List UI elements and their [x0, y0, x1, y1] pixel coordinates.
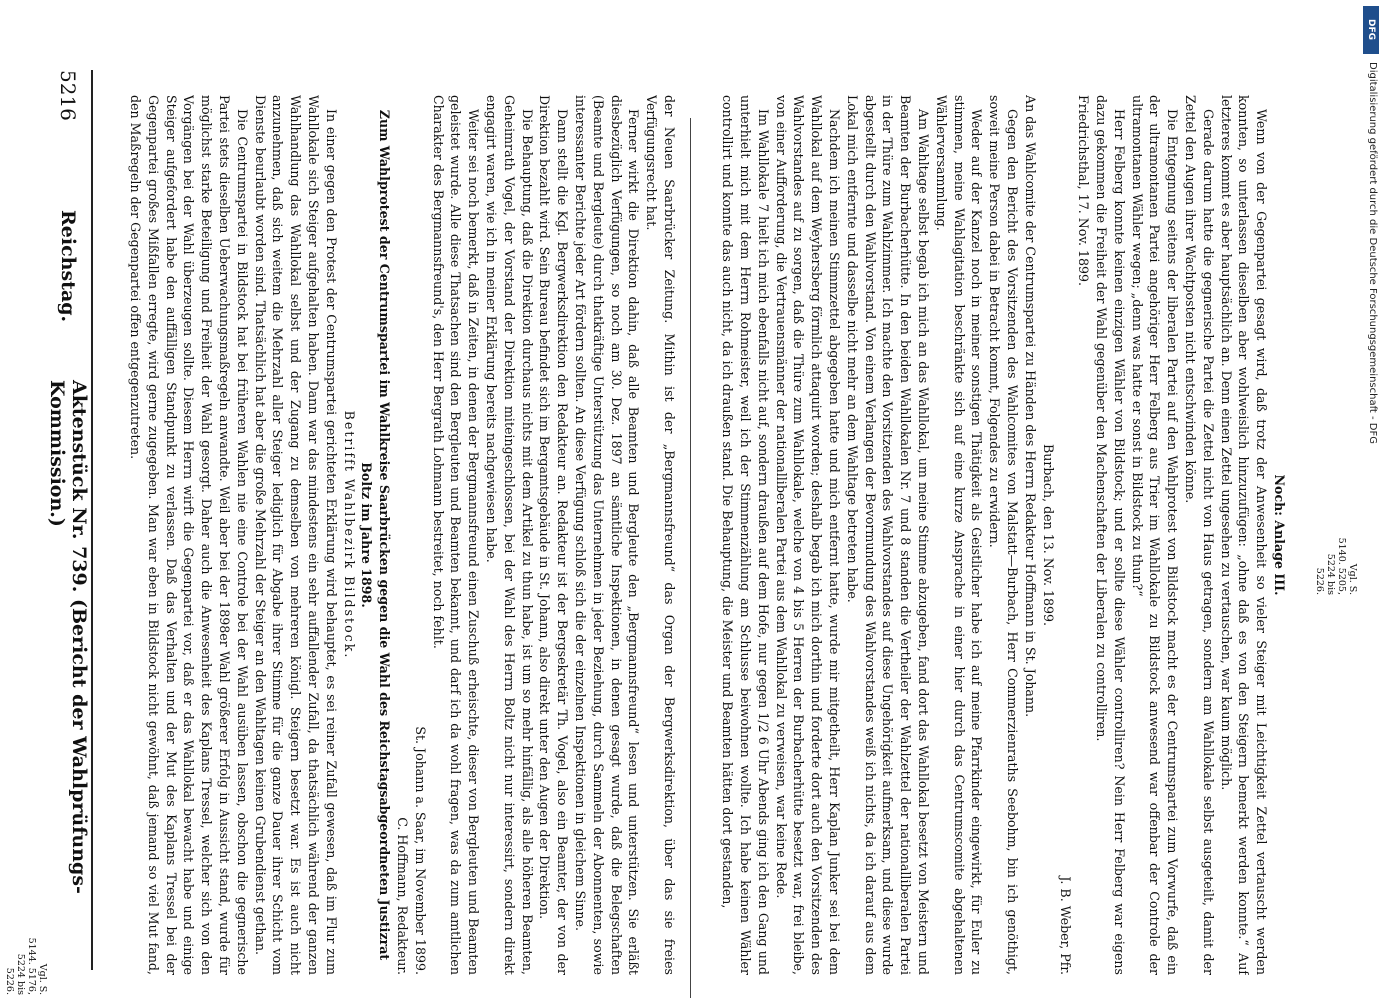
left-column	[108, 95, 678, 975]
left-column-body	[126, 95, 678, 975]
column-divider	[690, 118, 691, 998]
paragraph: der Neuen Saarbrücker Zeitung. Mithin ist der „Bergmannsfreund“ das Organ der Bergwerksdirektion, über das sie freies Verfügungsrecht hat.	[644, 95, 677, 975]
paragraph: Am Wahltage selbst begab ich mich an das Wahllokal, um meine Stimme abzugeben, fand dort das Wahllokal besetzt von Meistern und Beamten der Burbacherhütte. In den beiden Wahllokalen Nr. 7 und 8 standen die Vertheiler der Wahlzettel der nationalliberalen Partei in der Thüre zum Wahlzimmer. Ich machte den Vorsitzenden des Wahlvorstandes auf diese Ungehörigkeit aufmerksam, und diese wurde abgestellt durch den Wahlvorstand. Von einem Verlangen der Bevormundung des Wahlvorstandes weiß ich nichts, da ich darauf aus dem Lokal mich entfernte und dasselbe nicht mehr an dem Wahltage betreten habe.	[844, 95, 932, 975]
annex-title: Noch: Anlage III.	[1272, 474, 1287, 596]
addressee: An das Wahlcomite der Centrumspartei zu Händen des Herrn Redakteur Hoffmann in St. Johann.	[1022, 95, 1038, 718]
paragraph: Dann stellt die Kgl. Bergwerksdirektion den Redakteur an. Redakteur ist der Bergsekretär Th. Vogel, also ein Beamter, der von der Direktion bezahlt wird. Sein Bureau befindet sich im Bergamtsgebäude in St. Johann, also direkt unter den Augen der Direktion.	[537, 95, 571, 975]
paragraph: Gegen den Bericht des Vorsitzenden des Wahlcomites von Malstatt—Burbach, Herr Commerzienraths Seebohm, bin ich genöthigt, soweit meine Person dabei in Betracht kommt, Folgendes zu erwidern.	[987, 95, 1021, 975]
dfg-logo-icon: DFG	[1363, 6, 1379, 54]
margin-note-right: Vgl. S. 5140. 5205, 5224 bis 5226.	[1314, 537, 1358, 595]
place-date: Friedrichsthal, 17. Nov. 1899.	[1076, 95, 1092, 287]
paragraph: Herr Felberg konnte keinen einzigen Wähler von Bildstock; und er sollte diese Wähler controlliren? Nein Herr Felberg war eigens dazu gekommen die Freiheit der Wahl gegenüber den Machenschaften der Liberalen zu controlliren.	[1094, 95, 1127, 975]
paragraph: Gerade darum hatte die gegnerische Partei die Zettel nicht von Haus getragen, sondern am Wahllokale selbst ausgeteilt, damit der Zettel den Augen ihrer Wachtposten nicht entschwinden könne.	[1183, 95, 1216, 975]
paragraph: Die Centrumspartei in Bildstock hat bei früheren Wahlen nie eine Controle bei der Wahl ausüben lassen, obschon die gegnerische Partei stets dieselben Ueberwachungsmaßregeln anwandte. Weil aber bei der 1898er Wahl größerer Erfolg in Aussicht stand, wurde für möglichst starke Beteiligung und Freiheit der Wahl gesorgt. Daher auch die Anwesenheit des Kaplans Tressel, welcher sich von den Vorgängen bei der Wahl überzeugen sollte. Diesem Herrn wirft die Gegenpartei vor, daß er das Wahllokal bewacht habe und einige Steiger aufgefordert habe den auffälligen Standpunkt zu verlassen. Daß das Verhalten und der Mut des Kaplans Tressel bei der Gegenpartei großes Mißfallen erregte, wird gerne zugegeben. Man war eben in Bildstock nicht gewöhnt, daß jemand so viel Mut fand, den Maßregeln der Gegenpartei offen entgegenzutreten.	[128, 95, 250, 975]
margin-note-left: Vgl. S. 5144. 5176, 5224 bis 5226.	[4, 937, 48, 995]
page-number: 5216	[56, 70, 80, 121]
subsection-title: Betrifft Wahlbezirk Bildstock.	[341, 410, 357, 660]
section-title: Zum Wahlprotest der Centrumspartei im Wahlkreise Saarbrücken gegen die Wahl des Reichstagsabgeordneten Justizrat Boltz im Jahre 1898.	[359, 109, 393, 961]
paragraph: Im Wahllokale 7 hielt ich mich ebenfalls nicht auf, sondern draußen auf dem Hofe, nur gegen 1/2 6 Uhr Abends ging ich den Gang und unterhielt mich mit dem Herrn Rohmeister, weil ich der Stimmenzählung am Schlusse beiwohnen wollte. Ich habe keinen Wähler controllirt und konnte das auch nicht, da ich draußen stand. Die Behauptung, die Meister und Beamten hätten dort gestanden,	[720, 95, 771, 975]
right-column	[698, 95, 1288, 975]
paragraph: Die Entgegnung seitens der liberalen Partei auf den Wahlprotest von Bildstock macht es der Centrumspartei zum Vorwurfe, daß ein der ultramontanen Partei angehöriger Herr Felberg aus Trier im Wahllokale zu Bildstock anwesend war offenbar der Controle der ultramontanen Wähler wegen; „denn was hatte er sonst in Bildstock zu thun?“	[1129, 95, 1181, 975]
signature: J. B. Weber, Pfr.	[1058, 876, 1074, 975]
header-left-title: Reichstag.	[57, 210, 79, 323]
dfg-sidebar	[1361, 0, 1383, 1000]
paragraph: Die Behauptung, daß die Direktion durchaus nichts mit dem Artikel zu thun habe, ist um so mehr hinfällig, als alle höheren Beamten, Geheimrath Vogel, der Vorstand der Direktion miteingeschlossen, bei der Wahl des Herrn Boltz nicht nur interessirt, sondern direkt engagirt waren, wie ich in meiner Erklärung bereits nachgewiesen habe.	[484, 95, 535, 975]
header-center-title: Aktenstück Nr. 739. (Bericht der Wahlprüfungs-Kommission.)	[46, 380, 90, 894]
place-date: St. Johann a. Saar, im November 1899.	[412, 726, 428, 975]
paragraph: Nachdem ich meinen Stimmzettel abgegeben hatte und mich entfernt hatte, wurde mir mitgetheilt, Herr Kaplan Junker sei bei dem Wahllokal auf dem Weyhersberg förmlich attaquirt worden; deshalb begab ich mich dorthin und forderte dort auch den Vorsitzenden des Wahlvorstandes auf zu sorgen, daß die Thüre zum Wahllokale, welche von 4 bis 5 Herren der Burbacherhütte besetzt war, frei bleibe, von einer Aufforderung, die Vertrauensmänner der nationalliberalen Partei aus dem Wahllokal zu verweisen, war keine Rede.	[773, 95, 843, 975]
digitization-note: Digitalisierung gefördert durch die Deutsche Forschungsgemeinschaft - DFG	[1367, 62, 1378, 445]
paragraph: Weder auf der Kanzel noch in meiner sonstigen Thätigkeit als Geistlicher habe ich auf meine Pfarrkinder eingewirkt, für Euler zu stimmen, meine Wahlagitation beschränkte sich auf eine kurze Ansprache in einer hier durch das Centrumscomite abgehaltenen Wählerversammlung.	[933, 95, 985, 975]
signature: C. Hoffmann, Redakteur.	[395, 817, 411, 975]
header-rule	[91, 70, 93, 970]
page-header	[48, 70, 88, 970]
paragraph: Wenn von der Gegenpartei gesagt wird, daß trotz der Anwesenheit so vieler Steiger mit Leichtigkeit Zettel vertauscht werden konnten, so unterlassen dieselben aber wohlweislich hinzuzufügen: „ohne daß es von den Steigern bemerkt werden konnte.“ Auf letzteres kommt es aber hauptsächlich an. Denn einen Zettel ungesehen zu vertauschen, war kaum möglich.	[1218, 95, 1270, 975]
place-date: Burbach, den 13. Nov. 1899.	[1040, 443, 1056, 627]
paragraph: Weiter sei noch bemerkt, daß in Zeiten, in denen der Bergmannsfreund einen Zuschuß erheischte, dieser von Bergleuten und Beamten geleistet wurde. Alle diese Thatsachen sind den Bergleuten und Beamten bekannt, und darf ich da wohl fragen, was da zum amtlichen Charakter des Bergmannsfreund's, den Herr Bergrath Lohmann bestreitet, noch fehlt.	[430, 95, 482, 975]
paragraph: Ferner wirkt die Direktion dahin, daß alle Beamten und Bergleute den „Bergmannsfreund“ lesen und unterstützen. Sie erläßt diesbezüglich Verfügungen, so noch am 30. Dez. 1897 an sämtliche Inspektionen, in denen gesagt wurde, daß die Belegschaften (Beamte und Bergleute) durch thatkräftige Unterstützung das Unternehmen in jeder Beziehung, durch Sammeln der Abonnenten, sowie interessanter Berichte jeder Art fördern sollten. An diese Verfügung schloß sich die der einzelnen Inspektionen in gleichem Sinne.	[573, 95, 642, 975]
paragraph: In einer gegen den Protest der Centrumspartei gerichteten Erklärung wird behauptet, es sei reiner Zufall gewesen, daß im Flur zum Wahllokale sich Steiger aufgehalten haben. Dann war das mindestens ein sehr auffallender Zufall, da thatsächlich während der ganzen Wahlhandlung das Wahllokal selbst und der Zugang zu demselben von mehreren königl. Steigern besetzt war. Es ist auch nicht anzunehmen, daß sich weitem die Mehrzahl aller Steiger lediglich für Abgabe ihrer Stimme für die ganze Dauer ihrer Schicht vom Dienste beurlaubt worden sind. Thatsächlich hat aber die große Mehrzahl der Steiger an den Wahltagen keinen Grubendienst gethan.	[252, 95, 339, 975]
